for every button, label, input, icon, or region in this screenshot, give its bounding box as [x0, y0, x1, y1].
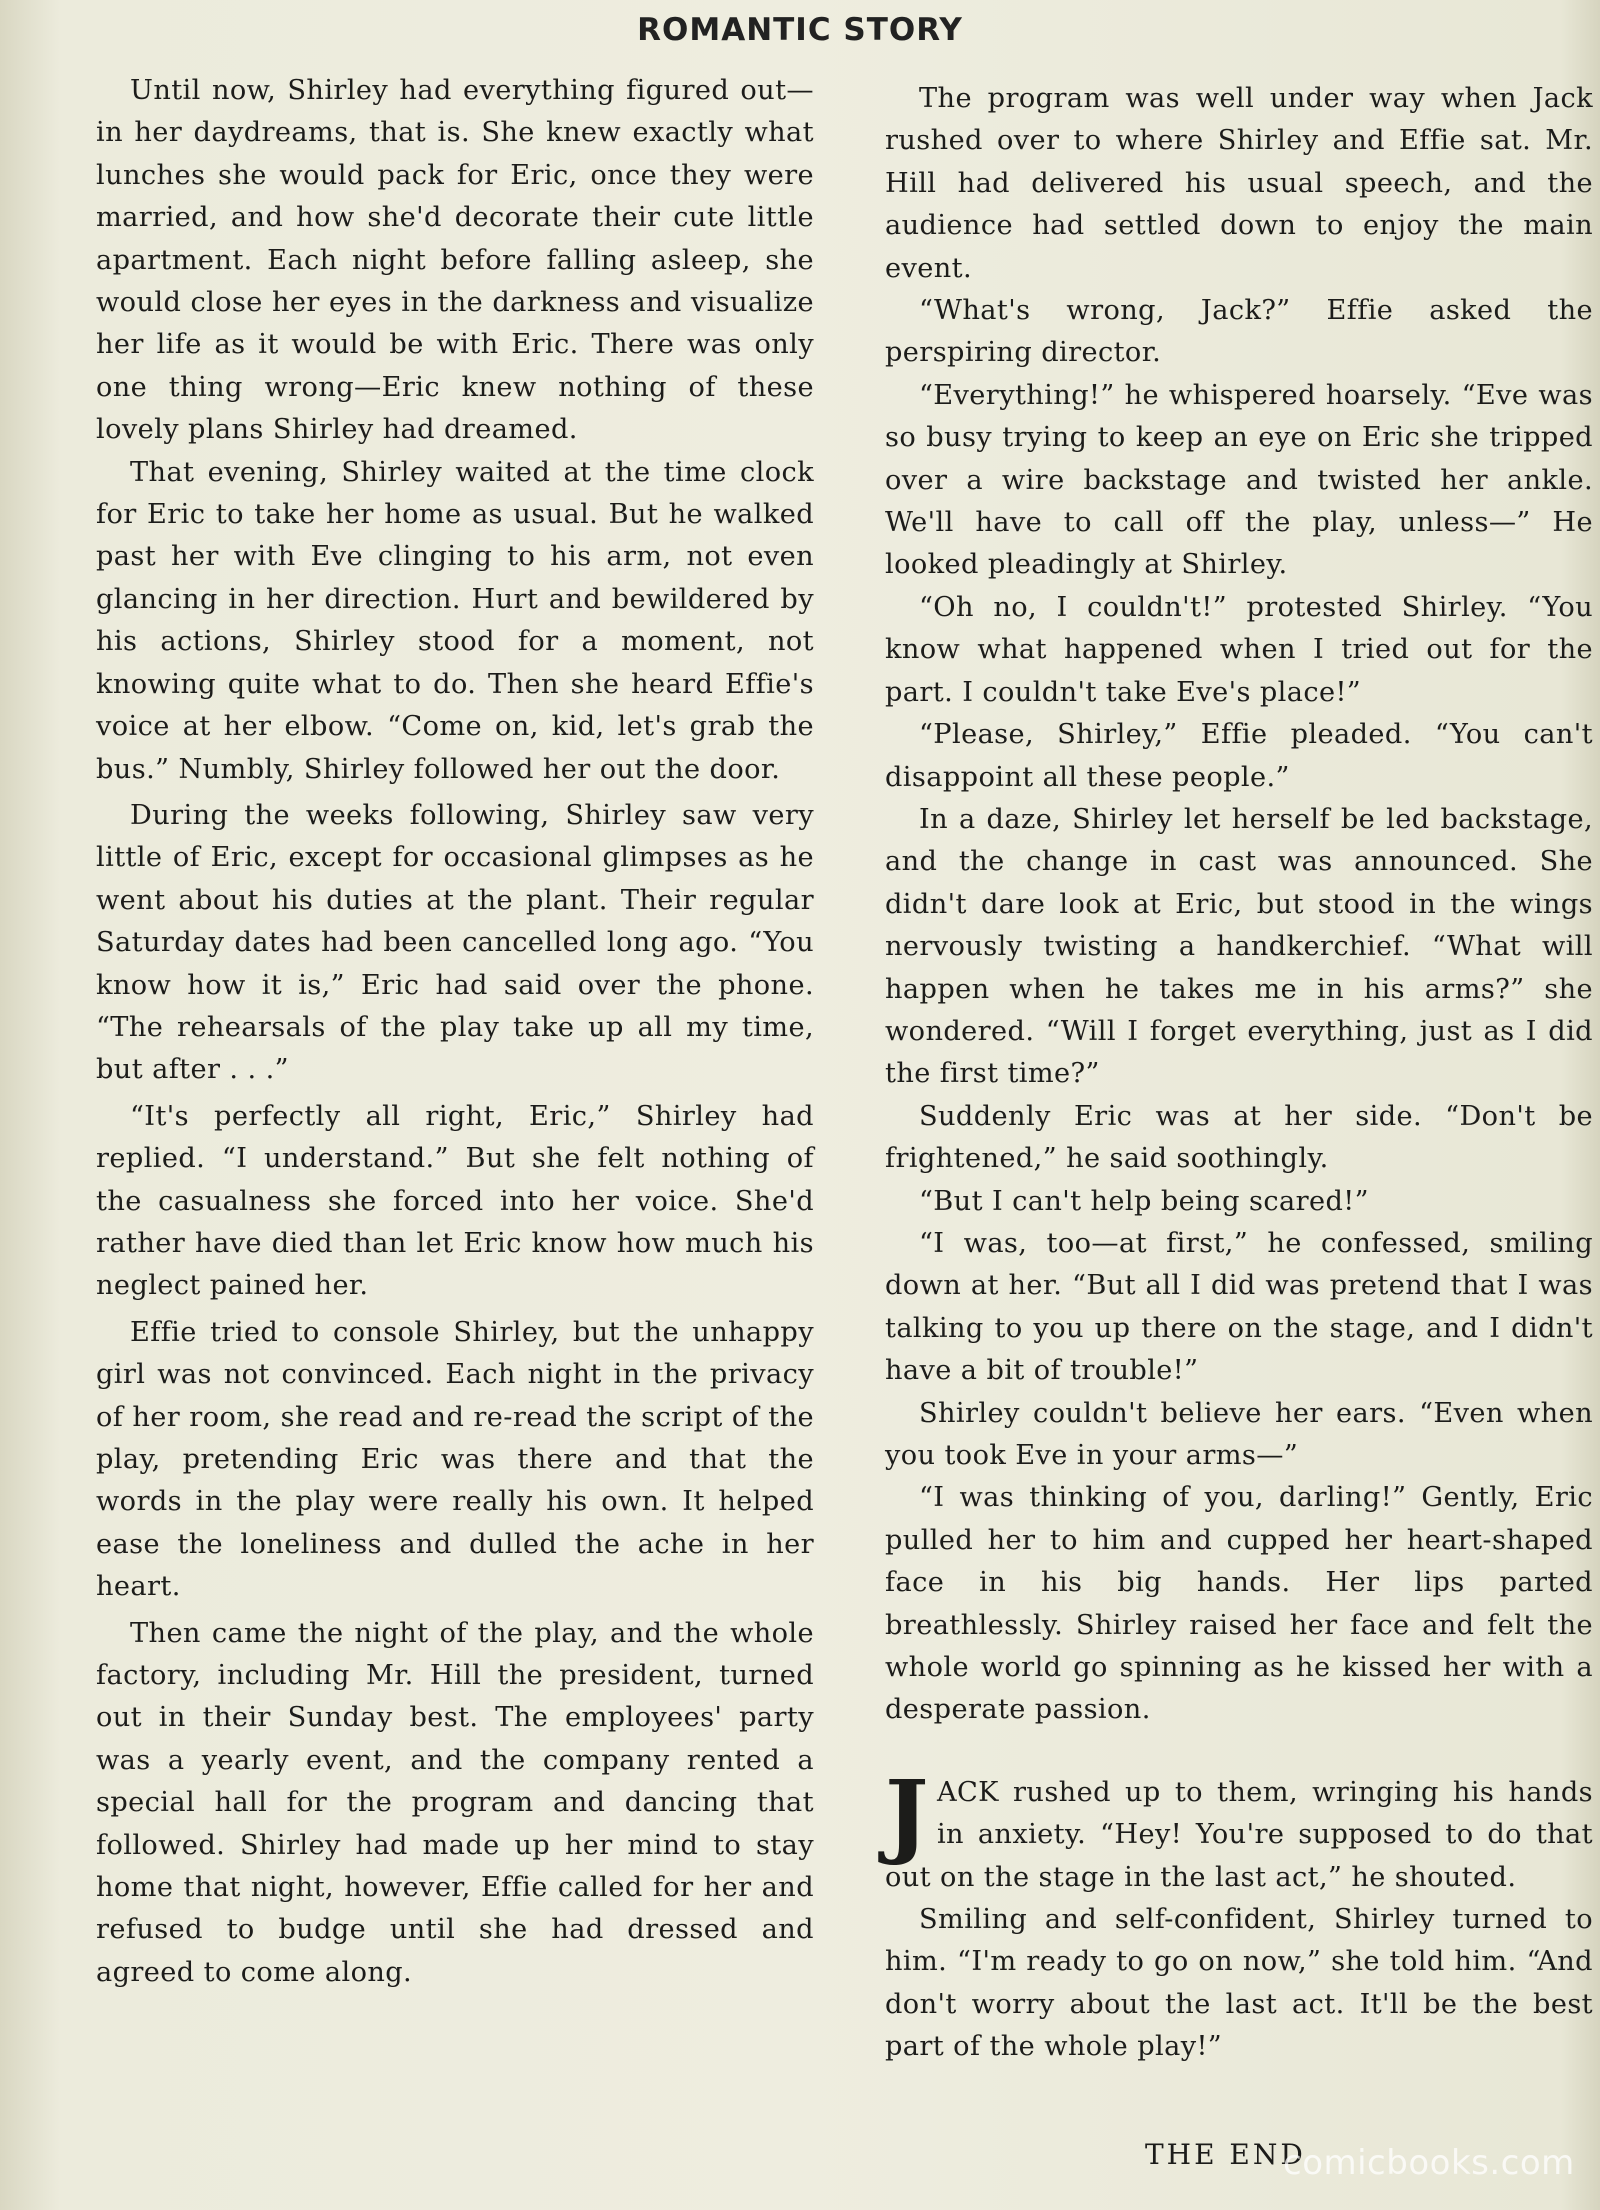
- paragraph: “I was thinking of you, darling!” Gently, Eric pulled her to him and cupped her heart-shaped face in his big hands. Her lips parted breathlessly. Shirley raised her face and felt the whole world go spinning as he kissed her with a desperate passion.: [885, 1482, 1593, 1726]
- paragraph: Effie tried to console Shirley, but the unhappy girl was not convinced. Each night in the privacy of her room, she read and re-read the script of the play, pretending Eric was there and that the words in the play were really his own. It helped ease the loneliness and dulled the ache in her heart.: [96, 1316, 814, 1603]
- paragraph: During the weeks following, Shirley saw very little of Eric, except for occasional glimpses as he went about his duties at the plant. Their regular Saturday dates had been cancelled long ago. “You know how it is,” Eric had said over the phone. “The rehearsals of the play take up all my time, but after . . .”: [96, 799, 814, 1086]
- paragraph: “I was, too—at first,” he confessed, smiling down at her. “But all I did was pretend that I was talking to you up there on the stage, and I didn't have a bit of trouble!”: [885, 1227, 1593, 1387]
- paragraph-text: ACK rushed up to them, wringing his hands in anxiety. “Hey! You're supposed to do that out on the stage in the last act,” he shouted.: [885, 1776, 1593, 1893]
- paragraph: “It's perfectly all right, Eric,” Shirley had replied. “I understand.” But she felt nothing of the casualness she forced into her voice. She'd rather have died than let Eric know how much his neglect pained her.: [96, 1100, 814, 1302]
- the-end-label: THE END: [1145, 2138, 1306, 2171]
- paragraph: Smiling and self-confident, Shirley turned to him. “I'm ready to go on now,” she told him. “And don't worry about the last act. It'll be the best part of the whole play!”: [885, 1904, 1593, 2063]
- drop-cap: J: [885, 1759, 929, 1868]
- paragraph: “But I can't help being scared!”: [919, 1185, 1369, 1217]
- paragraph: “Please, Shirley,” Effie pleaded. “You can't disappoint all these people.”: [885, 719, 1593, 793]
- paragraph: In a daze, Shirley let herself be led backstage, and the change in cast was announced. She didn't dare look at Eric, but stood in the wings nervously twisting a handkerchief. “What will happen when he takes me in his arms?” she wondered. “Will I forget everything, just as I did the first time?”: [885, 803, 1593, 1090]
- watermark: comicbooks.com: [1283, 2143, 1575, 2183]
- paragraph: “Everything!” he whispered hoarsely. “Eve was so busy trying to keep an eye on Eric she tripped over a wire backstage and twisted her ankle. We'll have to call off the play, unless—” He looked pleadingly at Shirley.: [885, 379, 1593, 581]
- paragraph: “Oh no, I couldn't!” protested Shirley. “You know what happened when I tried out for the part. I couldn't take Eve's place!”: [885, 591, 1593, 708]
- paragraph: Suddenly Eric was at her side. “Don't be frightened,” he said soothingly.: [885, 1100, 1593, 1175]
- paragraph: “What's wrong, Jack?” Effie asked the perspiring director.: [885, 295, 1593, 369]
- paragraph: That evening, Shirley waited at the time clock for Eric to take her home as usual. But he walked past her with Eve clinging to his arm, not even glancing in her direction. Hurt and bewildered by his actions, Shirley stood for a moment, not knowing quite what to do. Then she heard Effie's voice at her elbow. “Come on, kid, let's grab the bus.” Numbly, Shirley followed her out the door.: [96, 456, 814, 785]
- paragraph: Shirley couldn't believe her ears. “Even when you took Eve in your arms—”: [885, 1397, 1593, 1471]
- right-column: [885, 78, 1593, 2069]
- paragraph: Then came the night of the play, and the whole factory, including Mr. Hill the president, turned out in their Sunday best. The employees' party was a yearly event, and the company rented a special hall for the program and dancing that followed. Shirley had made up her mind to stay home that night, however, Effie called for her and refused to budge until she had dressed and agreed to come along.: [96, 1617, 814, 1988]
- left-column: [96, 70, 814, 1994]
- running-header: ROMANTIC STORY: [637, 12, 963, 48]
- paragraph: The program was well under way when Jack rushed over to where Shirley and Effie sat. Mr. Hill had delivered his usual speech, and the audience had settled down to enjoy the main event.: [885, 83, 1593, 284]
- section-opening-paragraph: [885, 1759, 1593, 1899]
- paragraph: Until now, Shirley had everything figured out—in her daydreams, that is. She knew exactly what lunches she would pack for Eric, once they were married, and how she'd decorate their cute little apartment. Each night before falling asleep, she would close her eyes in the darkness and visualize her life as it would be with Eric. There was only one thing wrong—Eric knew nothing of these lovely plans Shirley had dreamed.: [96, 75, 814, 446]
